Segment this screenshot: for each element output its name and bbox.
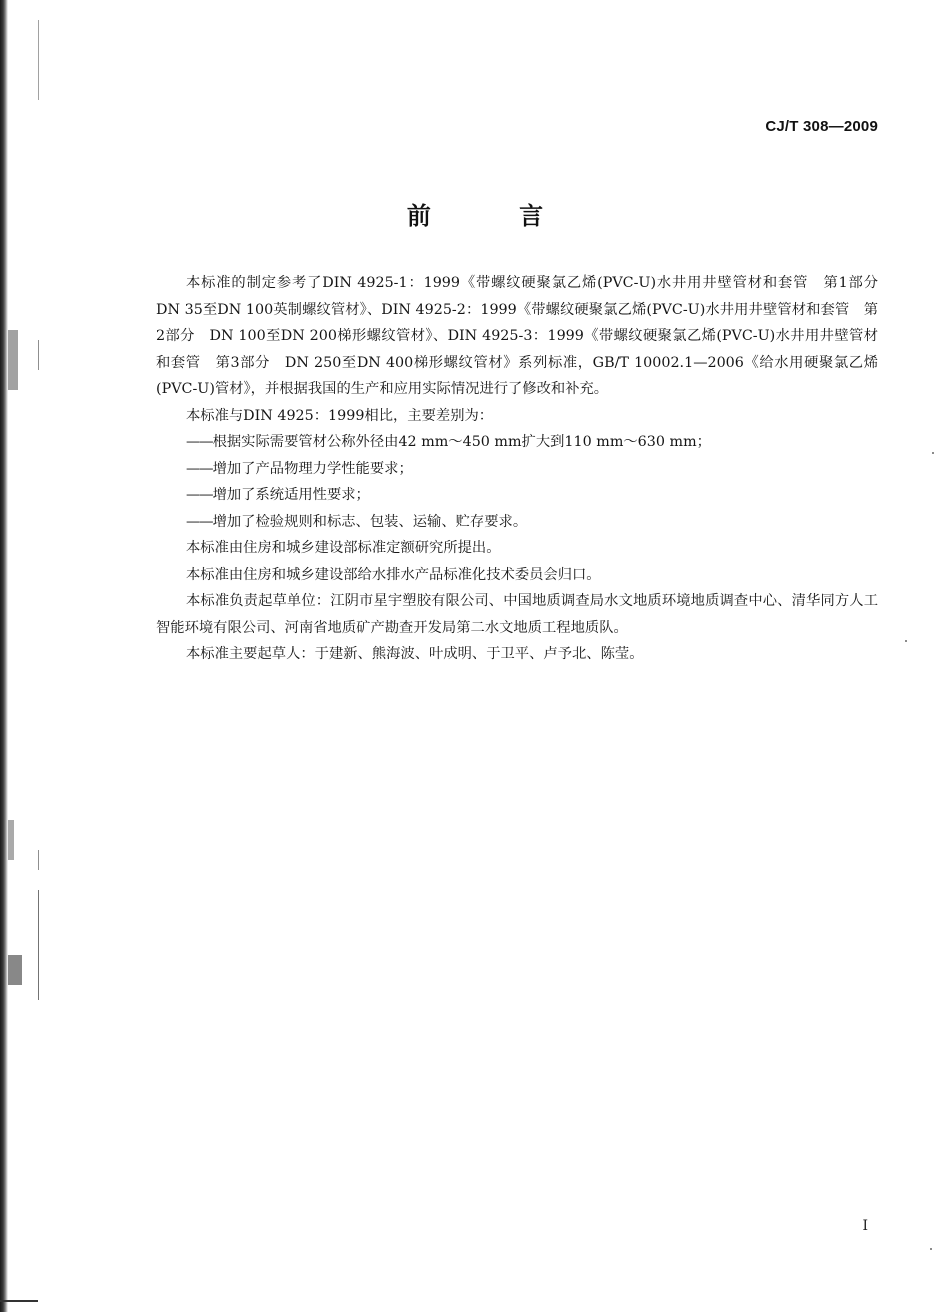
scan-bottom-tick [0,1300,38,1302]
difference-item-text: 增加了产品物理力学性能要求； [212,460,413,477]
foreword-body [156,270,893,668]
difference-item [156,456,878,483]
scan-fold-line [38,890,39,1000]
page-number: I [862,1218,868,1234]
difference-item-text: 根据实际需要管材公称外径由42 mm～450 mm扩大到110 mm～630 mm； [212,434,711,450]
scan-fold-line [38,20,39,100]
difference-item [156,509,878,536]
scan-binding-mark [8,330,18,390]
drafting-units-paragraph: 本标准负责起草单位：江阴市星宇塑胶有限公司、中国地质调查局水文地质环境地质调查中心、清华同方人工智能环境有限公司、河南省地质矿产勘查开发局第二水文地质工程地质队。 [156,593,878,636]
difference-item [156,482,878,509]
scan-speck [930,1248,932,1250]
proposer-paragraph: 本标准由住房和城乡建设部标准定额研究所提出。 [186,540,501,556]
difference-item-text: 增加了检验规则和标志、包装、运输、贮存要求。 [212,513,528,530]
scan-fold-line [38,340,39,370]
reference-paragraph: 本标准的制定参考了DIN 4925-1：1999《带螺纹硬聚氯乙烯(PVC-U)水井用井壁管材和套管 第1部分 DN 35至DN 100英制螺纹管材》、DIN 4925-2：1999《带螺纹硬聚氯乙烯(PVC-U)水井用井壁管材和套管 第2部分 DN 100至DN 200梯形螺纹管材》、DIN 4925-3：1999《带螺纹硬聚氯乙烯(PVC-U)水井用井壁管材和套管 第3部分 DN 250至DN 400梯形螺纹管材》系列标准，GB/T 10002.1—2006《给水用硬聚氯乙烯(PVC-U)管材》，并根据我国的生产和应用实际情况进行了修改和补充。 [156,275,893,397]
scan-fold-line [38,850,39,870]
scan-binding-mark [8,820,14,860]
standard-code: CJ/T 308—2009 [765,118,878,135]
differences-intro: 本标准与DIN 4925：1999相比，主要差别为： [186,407,494,424]
scan-speck [932,452,934,454]
page-title: 前 言 [406,202,584,230]
scan-speck [905,640,907,642]
drafters-paragraph: 本标准主要起草人：于建新、熊海波、叶成明、于卫平、卢予北、陈莹。 [186,646,644,662]
difference-item-text: 增加了系统适用性要求； [212,487,370,503]
difference-item [156,429,878,456]
committee-paragraph: 本标准由住房和城乡建设部给水排水产品标准化技术委员会归口。 [186,566,601,583]
scan-binding-mark [8,955,22,985]
